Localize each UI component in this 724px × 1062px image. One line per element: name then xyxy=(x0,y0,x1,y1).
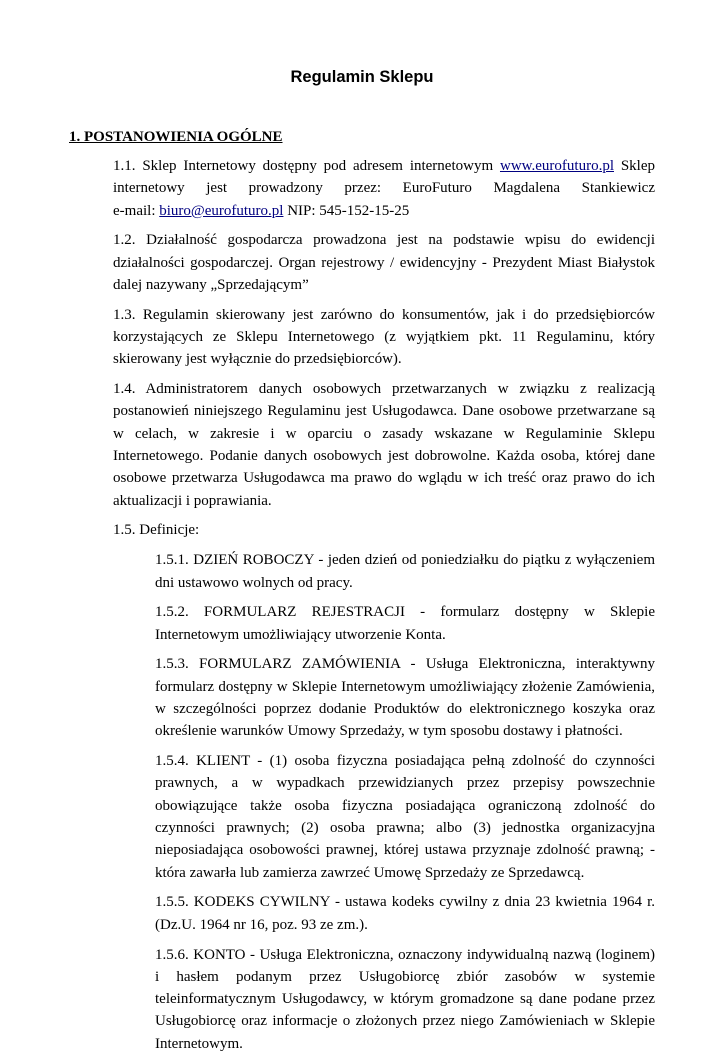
paragraph-1-1-text-b: Sklep xyxy=(620,158,656,174)
paragraph-1-1 xyxy=(113,155,655,222)
section-heading: 1. POSTANOWIENIA OGÓLNE xyxy=(69,129,283,145)
paragraph-1-4: 1.4. Administratorem danych osobowych przetwarzanych w związku z realizacją postanowień niniejszego Regulaminu jest Usługodawca. Dane osobowe przetwarzane są w celach, w zakresie i w oparciu o zasady wskazane w Regulaminie Sklepu Internetowego. Podanie danych osobowych jest dobrowolne. Każda osoba, której dane osobowe przetwarza Usługodawca ma prawo do wglądu w ich treść oraz prawo do ich aktualizacji i poprawiania. xyxy=(113,381,655,509)
definition-1-5-3: 1.5.3. FORMULARZ ZAMÓWIENIA - Usługa Elektroniczna, interaktywny formularz dostępny w Sklepie Internetowym umożliwiający złożenie Zamówienia, w szczególności poprzez dodanie Produktów do elektronicznego koszyka oraz określenie warunków Umowy Sprzedaży, w tym sposobu dostawy i płatności. xyxy=(155,656,655,740)
paragraph-1-1-line-2: internetowy jest prowadzony przez: EuroFuturo Magdalena Stankiewicz xyxy=(113,180,655,197)
paragraph-1-1-text-a: 1.1. Sklep Internetowy dostępny pod adresem internetowym xyxy=(113,158,494,174)
email-label: e-mail: xyxy=(113,202,156,219)
paragraph-1-1-line-1 xyxy=(113,155,655,177)
document-body xyxy=(113,155,655,1062)
email-link[interactable]: biuro@eurofuturo.pl xyxy=(159,202,284,219)
definition-1-5-6: 1.5.6. KONTO - Usługa Elektroniczna, oznaczony indywidualną nazwą (loginem) i hasłem podanym przez Usługobiorcę zbiór zasobów w systemie teleinformatycznym Usługodawcy, w którym gromadzone są dane podane przez Usługobiorcę oraz informacje o złożonych przez niego Zamówieniach w Sklepie Internetowym. xyxy=(155,946,655,1052)
paragraph-1-1-line-3 xyxy=(113,200,655,222)
document-title: Regulamin Sklepu xyxy=(290,68,434,86)
paragraph-1-2: 1.2. Działalność gospodarcza prowadzona jest na podstawie wpisu do ewidencji działalności gospodarczej. Organ rejestrowy / ewidencyjny - Prezydent Miast Białystok dalej nazywany „Sprzedającym” xyxy=(113,232,655,293)
definition-1-5-4: 1.5.4. KLIENT - (1) osoba fizyczna posiadająca pełną zdolność do czynności prawnych, a w wypadkach przewidzianych przez przepisy powszechnie obowiązujące także osoba fizyczna posiadająca ograniczoną zdolność do czynności prawnych; (2) osoba prawna; albo (3) jednostka organizacyjna nieposiadająca osobowości prawnej, której ustawa przyznaje zdolność prawną; - która zawarła lub zamierza zawrzeć Umowę Sprzedaży ze Sprzedawcą. xyxy=(155,753,655,881)
website-link[interactable]: www.eurofuturo.pl xyxy=(499,158,614,174)
paragraph-1-3: 1.3. Regulamin skierowany jest zarówno do konsumentów, jak i do przedsiębiorców korzystających ze Sklepu Internetowego (z wyjątkiem pkt. 11 Regulaminu, który skierowany jest wyłącznie do przedsiębiorców). xyxy=(113,306,655,368)
nip-text: NIP: 545-152-15-25 xyxy=(287,202,410,219)
definition-1-5-2: 1.5.2. FORMULARZ REJESTRACJI - formularz dostępny w Sklepie Internetowym umożliwiający utworzenie Konta. xyxy=(155,604,655,643)
definition-1-5-5: 1.5.5. KODEKS CYWILNY - ustawa kodeks cywilny z dnia 23 kwietnia 1964 r. (Dz.U. 1964 nr 16, poz. 93 ze zm.). xyxy=(155,894,655,933)
definition-1-5-1: 1.5.1. DZIEŃ ROBOCZY - jeden dzień od poniedziałku do piątku z wyłączeniem dni ustawowo wolnych od pracy. xyxy=(155,552,655,591)
paragraph-1-5: 1.5. Definicje: xyxy=(113,522,200,539)
